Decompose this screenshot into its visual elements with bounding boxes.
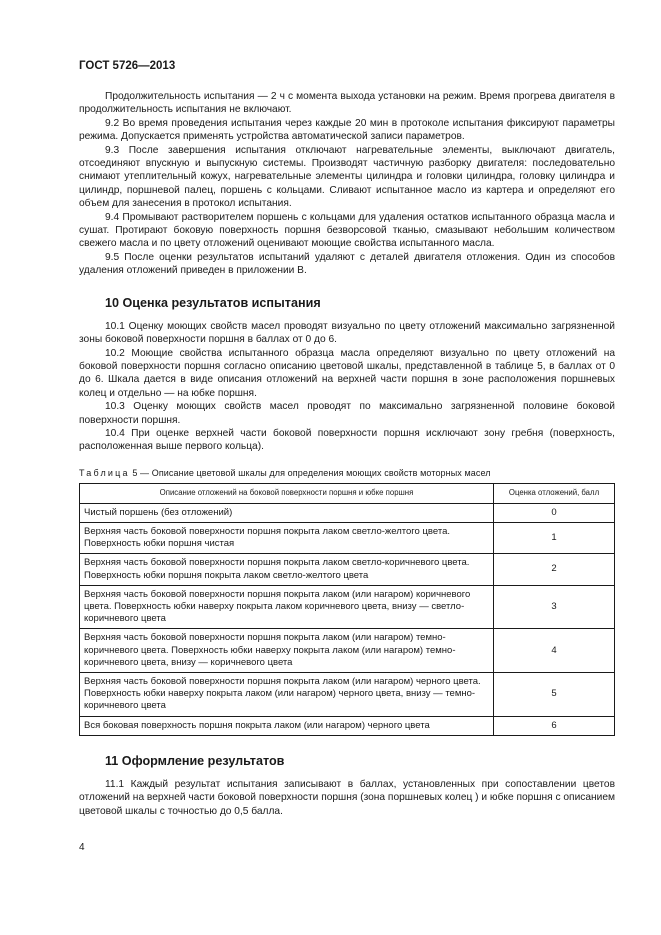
deposit-description-cell: Вся боковая поверхность поршня покрыта лаком (или нагаром) черного цвета: [80, 716, 494, 735]
paragraph: 11.1 Каждый результат испытания записывают в баллах, установленных при сопоставлении цветов отложений на верхней части боковой поверхности поршня (зона поршневых колец ) и юбке поршня с описанием цветовой шкалы с точностью до 0,5 балла.: [79, 778, 616, 817]
paragraph: 9.5 После оценки результатов испытаний удаляют с деталей двигателя отложения. Один из способов удаления отложений приведен в приложении В.: [79, 251, 615, 277]
deposit-description-cell: Верхняя часть боковой поверхности поршня покрыта лаком светло-коричневого цвета. Поверхность юбки поршня покрыта лаком светло-желтого цвета: [80, 554, 494, 585]
score-cell: 5: [494, 672, 615, 716]
table-header-row: [80, 483, 615, 503]
deposit-description-cell: Верхняя часть боковой поверхности поршня покрыта лаком (или нагаром) черного цвета. Поверхность юбки наверху покрыта лаком (или нагаром) черного цвета, внизу — темно-коричневого цвета: [80, 672, 494, 716]
table-caption: [79, 468, 615, 478]
table-row: [80, 629, 615, 673]
paragraph: 9.4 Промывают растворителем поршень с кольцами для удаления остатков испытанного образца масла и сушат. Протирают боковую поверхность поршня безворсовой тканью, смазывают небольшим количеством свежего масла и по цвету отложений оценивают моющие свойства испытанного масла.: [79, 211, 615, 250]
score-cell: 3: [494, 585, 615, 629]
column-header-score: Оценка отложений, балл: [494, 483, 615, 503]
table-row: [80, 554, 615, 585]
deposit-description-cell: Верхняя часть боковой поверхности поршня покрыта лаком (или нагаром) коричневого цвета. Поверхность юбки наверху покрыта лаком коричневого цвета, внизу — светло-коричневого цвета: [80, 585, 494, 629]
section-9-continuation: [79, 90, 615, 278]
page-number: 4: [79, 842, 85, 853]
paragraph: 9.2 Во время проведения испытания через каждые 20 мин в протоколе испытания фиксируют параметры режима. Допускается применять устройства автоматической записи параметров.: [79, 117, 615, 143]
score-cell: 6: [494, 716, 615, 735]
table-row: [80, 672, 615, 716]
table-row: [80, 716, 615, 735]
score-cell: 1: [494, 522, 615, 553]
paragraph: 10.4 При оценке верхней части боковой поверхности поршня исключают зону гребня (поверхность, расположенная выше первого кольца).: [79, 427, 615, 453]
paragraph: Продолжительность испытания — 2 ч с момента выхода установки на режим. Время прогрева двигателя в продолжительность испытания не включают.: [79, 91, 615, 116]
table-caption-text: 5 — Описание цветовой шкалы для определения моющих свойств моторных масел: [132, 467, 491, 478]
score-cell: 0: [494, 503, 615, 522]
color-scale-table: [79, 483, 615, 736]
deposit-description-cell: Верхняя часть боковой поверхности поршня покрыта лаком светло-желтого цвета. Поверхность юбки поршня чистая: [80, 522, 494, 553]
document-header: ГОСТ 5726—2013: [79, 60, 176, 72]
section-10-heading: 10 Оценка результатов испытания: [105, 295, 321, 310]
score-cell: 2: [494, 554, 615, 585]
column-header-description: Описание отложений на боковой поверхности поршня и юбке поршня: [80, 483, 494, 503]
table-caption-label: Таблица: [79, 467, 130, 478]
score-cell: 4: [494, 629, 615, 673]
table-row: [80, 503, 615, 522]
paragraph: 10.2 Моющие свойства испытанного образца масла определяют визуально по цвету отложений на боковой поверхности поршня согласно описанию цветовой шкалы, представленной в таблице 5, в баллах от 0 до 6. Шкала дается в виде описания отложений на верхней части поршня в зоне расположения поршневых колец и отдельно — на юбке поршня.: [79, 347, 615, 399]
deposit-description-cell: Чистый поршень (без отложений): [80, 503, 494, 522]
section-11: [79, 778, 615, 818]
table-row: [80, 585, 615, 629]
table-row: [80, 522, 615, 553]
paragraph: 10.3 Оценку моющих свойств масел проводят по максимально загрязненной половине боковой поверхности поршня.: [79, 401, 615, 426]
deposit-description-cell: Верхняя часть боковой поверхности поршня покрыта лаком (или нагаром) темно-коричневого цвета. Поверхность юбки наверху покрыта лаком (или нагаром) темно-коричневого цвета, внизу — коричневого цвета: [80, 629, 494, 673]
section-11-heading: 11 Оформление результатов: [105, 753, 285, 768]
page-content: [79, 90, 615, 818]
section-10: [79, 320, 615, 454]
paragraph: 10.1 Оценку моющих свойств масел проводят визуально по цвету отложений максимально загрязненной зоны боковой поверхности поршня в баллах от 0 до 6.: [79, 320, 615, 346]
paragraph: 9.3 После завершения испытания отключают нагревательные элементы, выключают двигатель, отсоединяют впускную и выпускную системы. Производят частичную разборку двигателя: последовательно снимают утеплительный кожух, нагревательные элементы цилиндра и головки цилиндра, головку цилиндра и цилиндр, поршневой палец, поршень с кольцами. Сливают испытанное масло из картера и определяют его объем для занесения в протокол испытания.: [79, 144, 615, 210]
